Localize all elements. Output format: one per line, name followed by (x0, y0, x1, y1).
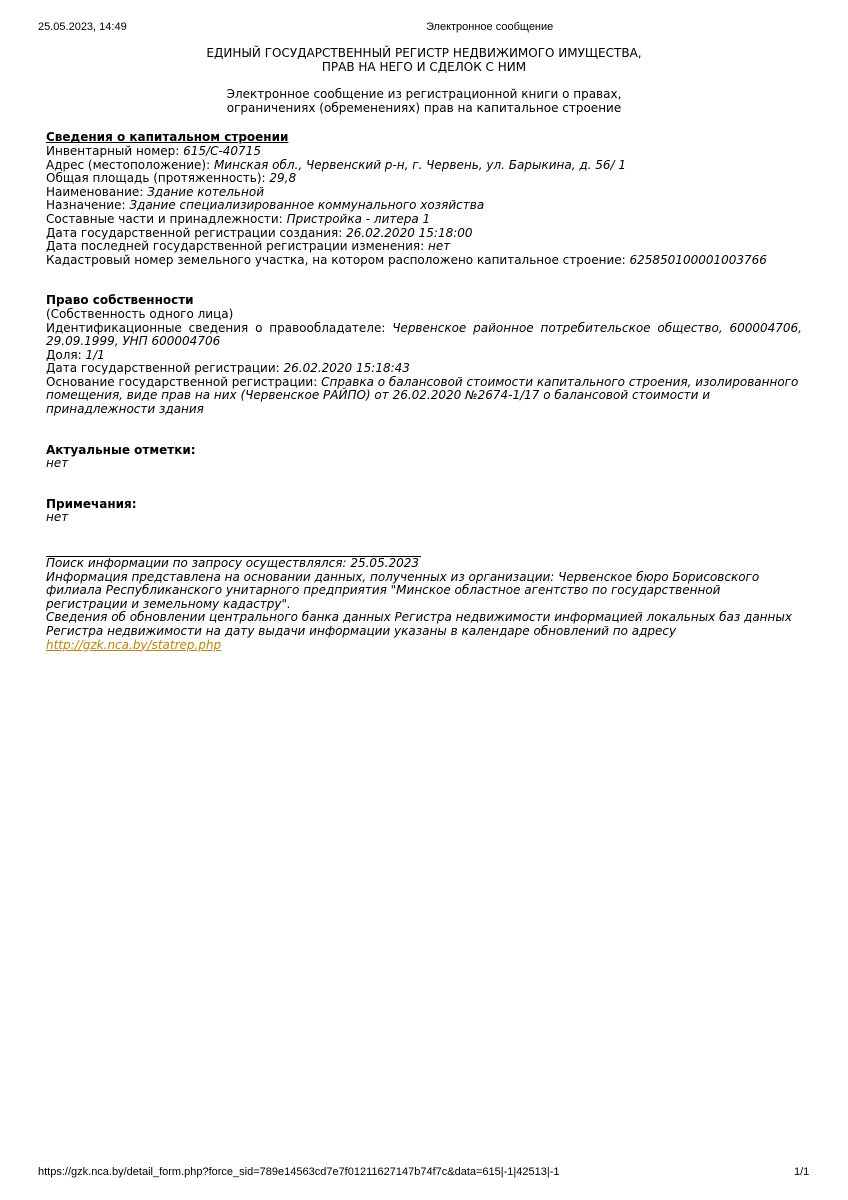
building-heading: Сведения о капитальном строении (46, 130, 289, 145)
registry-title-line2: ПРАВ НА НЕГО И СДЕЛОК С НИМ (321, 59, 527, 74)
print-footer-page-number: 1/1 (794, 1166, 810, 1178)
owner-value: Червенское районное потребительское общество, 600004706, 29.09.1999, УНП 600004706 (46, 320, 802, 349)
cadastral-label: Кадастровый номер земельного участка, на котором расположено капитальное строение: (46, 252, 630, 267)
address-value: Минская обл., Червенский р-н, г. Червень, ул. Барыкина, д. 56/ 1 (213, 157, 627, 172)
basis-value: Справка о балансовой стоимости капитального строения, изолированного помещения, виде прав на них (Червенское РАЙПО) от 26.02.2020 №2674-1/17 о балансовой стоимости и принадлежности здания (46, 374, 799, 417)
footer-notes (46, 557, 802, 652)
address-label: Адрес (местоположение): (46, 157, 214, 172)
ownership-section (46, 294, 802, 416)
owner-row (46, 322, 802, 349)
ownership-heading: Право собственности (46, 293, 194, 308)
inventory-row (46, 145, 802, 159)
registry-title-line1: ЕДИНЫЙ ГОСУДАРСТВЕННЫЙ РЕГИСТР НЕДВИЖИМОГО ИМУЩЕСТВА, (206, 46, 642, 60)
cadastral-row (46, 254, 802, 268)
changed-label: Дата последней государственной регистрации изменения: (46, 239, 428, 254)
share-row (46, 349, 802, 363)
parts-label: Составные части и принадлежности: (46, 211, 287, 226)
statrep-link[interactable]: http://gzk.nca.by/statrep.php (46, 637, 222, 652)
update-info: Сведения об обновлении центрального банка данных Регистра недвижимости информацией локальных баз данных Регистра недвижимости на дату выдачи информации указаны в календаре обновлений по адресу (46, 610, 792, 638)
basis-row (46, 376, 802, 417)
created-label: Дата государственной регистрации создания: (46, 225, 347, 240)
inventory-label: Инвентарный номер: (46, 143, 184, 158)
cadastral-value: 625850100001003766 (629, 252, 767, 267)
print-header-title: Электронное сообщение (426, 21, 554, 33)
reg-date-label: Дата государственной регистрации: (46, 361, 284, 376)
message-title (46, 88, 802, 115)
share-value: 1/1 (85, 347, 105, 362)
print-header-datetime: 25.05.2023, 14:49 (38, 21, 127, 33)
area-row (46, 172, 802, 186)
parts-value: Пристройка - литера 1 (286, 211, 431, 226)
changed-row (46, 240, 802, 254)
created-row (46, 227, 802, 241)
document-body (46, 47, 802, 652)
building-section (46, 131, 802, 267)
message-title-line1: Электронное сообщение из регистрационной книги о правах, (226, 87, 622, 102)
current-marks-value: нет (46, 456, 69, 471)
current-marks-section (46, 444, 802, 471)
registry-title (46, 47, 802, 74)
area-value: 29,8 (269, 171, 297, 186)
owner-label: Идентификационные сведения о правообладателе: (46, 320, 393, 335)
area-label: Общая площадь (протяженность): (46, 171, 270, 186)
address-row (46, 159, 802, 173)
changed-value: нет (427, 239, 451, 254)
share-label: Доля: (46, 347, 86, 362)
print-footer-url: https://gzk.nca.by/detail_form.php?force_sid=789e14563cd7e7f01211627147b74f7c&data=615|-1|42513|-1 (38, 1166, 560, 1178)
inventory-value: 615/С-40715 (183, 143, 261, 158)
purpose-label: Назначение: (46, 198, 130, 213)
current-marks-heading: Актуальные отметки: (46, 442, 196, 457)
message-title-line2: ограничениях (обременениях) прав на капитальное строение (226, 100, 622, 115)
reg-date-row (46, 362, 802, 376)
purpose-value: Здание специализированное коммунального хозяйства (129, 198, 485, 213)
ownership-type: (Собственность одного лица) (46, 306, 234, 321)
purpose-row (46, 199, 802, 213)
reg-date-value: 26.02.2020 15:18:43 (283, 361, 410, 376)
name-row (46, 186, 802, 200)
parts-row (46, 213, 802, 227)
notes-value: нет (46, 510, 69, 525)
notes-section (46, 498, 802, 525)
name-label: Наименование: (46, 184, 148, 199)
search-date: Поиск информации по запросу осуществлялся: 25.05.2023 (46, 556, 420, 571)
notes-heading: Примечания: (46, 496, 137, 511)
created-value: 26.02.2020 15:18:00 (346, 225, 473, 240)
basis-label: Основание государственной регистрации: (46, 374, 322, 389)
name-value: Здание котельной (147, 184, 264, 199)
source-info: Информация представлена на основании данных, полученных из организации: Червенское бюро Борисовского филиала Республиканского унитарного предприятия "Минское областное агентство по государственной регистрации и земельному кадастру". (46, 569, 760, 611)
